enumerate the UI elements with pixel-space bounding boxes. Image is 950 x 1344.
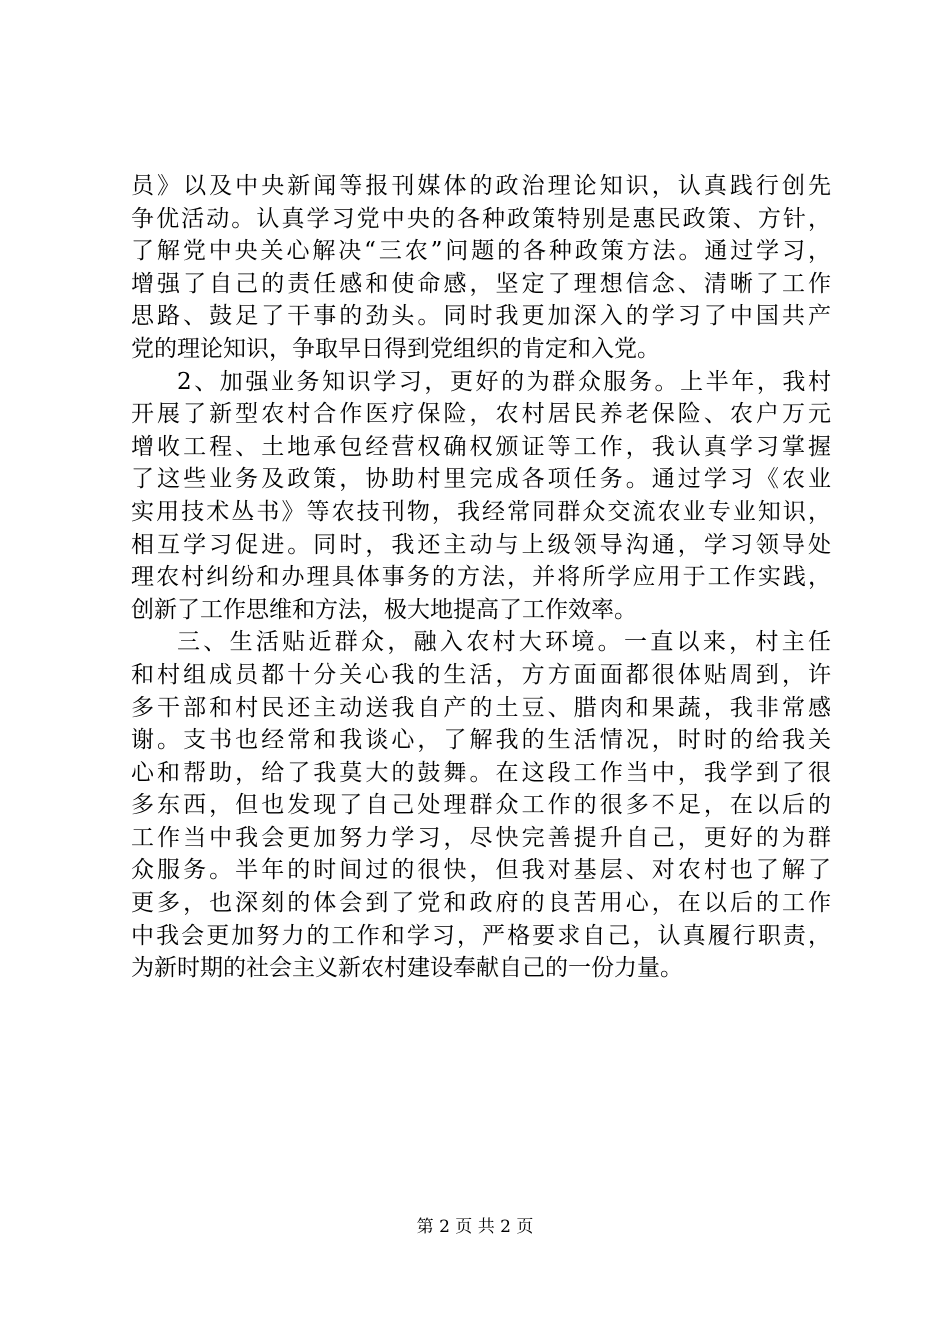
text-line: 相互学习促进。同时，我还主动与上级领导沟通，学习领导处	[131, 531, 831, 558]
text-line: 了这些业务及政策，协助村里完成各项任务。通过学习《农业	[131, 466, 831, 493]
text-line: 多干部和村民还主动送我自产的土豆、腊肉和果蔬，我非常感	[131, 694, 831, 721]
text-line: 更多，也深刻的体会到了党和政府的良苦用心，在以后的工作	[131, 890, 831, 917]
text-line: 增强了自己的责任感和使命感，坚定了理想信念、清晰了工作	[131, 270, 831, 297]
text-line: 员》以及中央新闻等报刊媒体的政治理论知识，认真践行创先	[131, 173, 831, 199]
text-line: 众服务。半年的时间过的很快，但我对基层、对农村也了解了	[131, 857, 831, 884]
text-line: 理农村纠纷和办理具体事务的方法，并将所学应用于工作实践，	[131, 564, 831, 591]
text-line: 创新了工作思维和方法，极大地提高了工作效率。	[131, 596, 637, 623]
text-line: 心和帮助，给了我莫大的鼓舞。在这段工作当中，我学到了很	[131, 759, 831, 786]
text-line: 工作当中我会更加努力学习，尽快完善提升自己，更好的为群	[131, 824, 831, 851]
text-line: 开展了新型农村合作医疗保险，农村居民养老保险、农户万元	[131, 401, 831, 428]
text-line: 实用技术丛书》等农技刊物，我经常同群众交流农业专业知识，	[131, 498, 831, 525]
text-line: 为新时期的社会主义新农村建设奉献自己的一份力量。	[131, 955, 683, 982]
text-line: 2、加强业务知识学习，更好的为群众服务。上半年，我村	[177, 368, 831, 395]
text-line: 谢。支书也经常和我谈心，了解我的生活情况，时时的给我关	[131, 727, 831, 754]
text-line: 争优活动。认真学习党中央的各种政策特别是惠民政策、方针，	[131, 205, 831, 232]
body-text	[131, 170, 831, 985]
text-line: 中我会更加努力的工作和学习，严格要求自己，认真履行职责，	[131, 922, 831, 949]
text-line: 三、生活贴近群众，融入农村大环境。一直以来，村主任	[177, 629, 831, 656]
text-line: 和村组成员都十分关心我的生活，方方面面都很体贴周到，许	[131, 661, 831, 688]
text-line: 增收工程、土地承包经营权确权颁证等工作，我认真学习掌握	[131, 433, 831, 460]
text-line: 党的理论知识，争取早日得到党组织的肯定和入党。	[131, 335, 660, 362]
page-footer: 第 2 页 共 2 页	[416, 1217, 534, 1237]
text-line: 多东西，但也发现了自己处理群众工作的很多不足，在以后的	[131, 792, 831, 819]
text-line: 思路、鼓足了干事的劲头。同时我更加深入的学习了中国共产	[131, 303, 831, 330]
text-line: 了解党中央关心解决“三农”问题的各种政策方法。通过学习，	[131, 238, 831, 265]
